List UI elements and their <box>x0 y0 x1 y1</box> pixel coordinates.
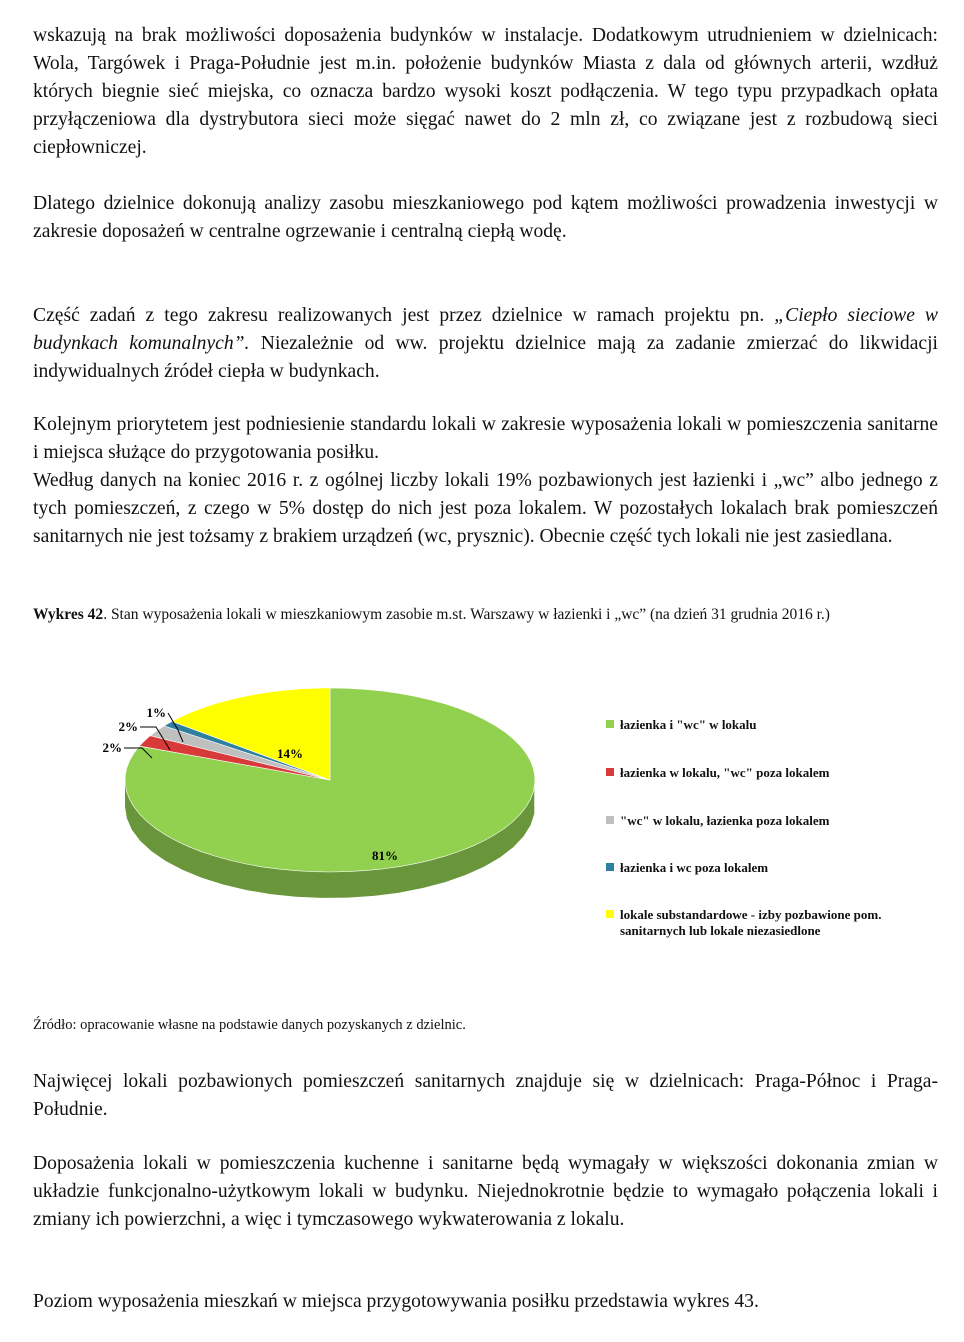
pie-data-label: 1% <box>146 705 166 720</box>
legend-swatch <box>606 863 614 871</box>
paragraph-districts: Najwięcej lokali pozbawionych pomieszczeń sanitarnych znajduje się w dzielnicach: Praga-Północ i Praga-Południe. <box>33 1071 938 1120</box>
figure-caption <box>33 603 938 627</box>
legend-swatch <box>606 910 614 918</box>
project-name: „Ciepło sieciowe w budynkach komunalnych”. <box>33 305 938 354</box>
paragraph-heating-connection: wskazują na brak możliwości doposażenia budynków w instalacje. Dodatkowym utrudnieniem w dzielnicach: Wola, Targówek i Praga-Południe jest m.in. położenie budynków Miasta z dala od głównych arterii, wzdłuż których biegnie sieć miejska, co oznacza bardzo wysoki koszt podłączenia. W tego typu przypadkach opłata przyłączeniowa dla dystrybutora sieci może sięgać nawet do 2 mln zł, co związane jest z rozbudową sieci ciepłowniczej. <box>33 25 938 158</box>
paragraph-project <box>33 302 938 386</box>
pie-chart <box>80 680 620 980</box>
pie-data-label: 2% <box>102 740 122 755</box>
paragraph-next-chart: Poziom wyposażenia mieszkań w miejsca przygotowywania posiłku przedstawia wykres 43. <box>33 1291 759 1312</box>
paragraph-project-start: Część zadań z tego zakresu realizowanych jest przez dzielnice w ramach projektu pn. <box>33 305 775 326</box>
paragraph-project-end: Niezależnie od ww. projektu dzielnice mają za zadanie zmierzać do likwidacji indywidualnych źródeł ciepła w budynkach. <box>33 333 939 382</box>
legend-item-both-outside <box>606 860 920 876</box>
legend-item-bathroom-wc-inside <box>606 717 920 733</box>
legend-label: "wc" w lokalu, łazienka poza lokalem <box>620 813 830 828</box>
figure-caption-text: . Stan wyposażenia lokali w mieszkaniowym zasobie m.st. Warszawy w łazienki i „wc” (na dzień 31 grudnia 2016 r.) <box>103 606 830 623</box>
pie-data-label: 2% <box>118 719 138 734</box>
legend-item-substandard <box>606 907 920 939</box>
paragraph-district-analysis: Dlatego dzielnice dokonują analizy zasobu mieszkaniowego pod kątem możliwości prowadzenia inwestycji w zakresie doposażeń w centralne ogrzewanie i centralną ciepłą wodę. <box>33 193 938 242</box>
legend-swatch <box>606 768 614 776</box>
legend-label: łazienka i "wc" w lokalu <box>620 717 757 732</box>
paragraph-statistics: Według danych na koniec 2016 r. z ogólnej liczby lokali 19% pozbawionych jest łazienki i „wc” albo jednego z tych pomieszczeń, z czego w 5% dostęp do nich jest poza lokalem. W pozostałych lokalach brak pomieszczeń sanitarnych nie jest tożsamy z brakiem urządzeń (wc, prysznic). Obecnie część tych lokali nie jest zasiedlana. <box>33 470 938 547</box>
legend-swatch <box>606 816 614 824</box>
figure-source: Źródło: opracowanie własne na podstawie danych pozyskanych z dzielnic. <box>33 1017 466 1033</box>
paragraph-refurbishment: Doposażenia lokali w pomieszczenia kuchenne i sanitarne będą wymagały w większości dokonania zmian w układzie funkcjonalno-użytkowym lokali w budynku. Niejednokrotnie będzie to wymagało połączenia lokali i zmiany ich powierzchni, a więc i tymczasowego wykwaterowania z lokalu. <box>33 1153 938 1230</box>
legend-label: łazienka w lokalu, "wc" poza lokalem <box>620 765 830 780</box>
paragraph-priority: Kolejnym priorytetem jest podniesienie standardu lokali w zakresie wyposażenia lokali w pomieszczenia sanitarne i miejsca służące do przygotowania posiłku. <box>33 414 938 463</box>
legend-item-bathroom-outside <box>606 813 920 829</box>
legend-item-wc-outside <box>606 765 920 781</box>
pie-data-label: 14% <box>277 746 303 761</box>
figure-caption-label: Wykres 42 <box>33 606 104 623</box>
legend-label: lokale substandardowe - izby pozbawione pom. sanitarnych lub lokale niezasiedlone <box>620 907 882 938</box>
legend-label: łazienka i wc poza lokalem <box>620 860 769 875</box>
legend-swatch <box>606 720 614 728</box>
pie-data-label: 81% <box>372 848 398 863</box>
